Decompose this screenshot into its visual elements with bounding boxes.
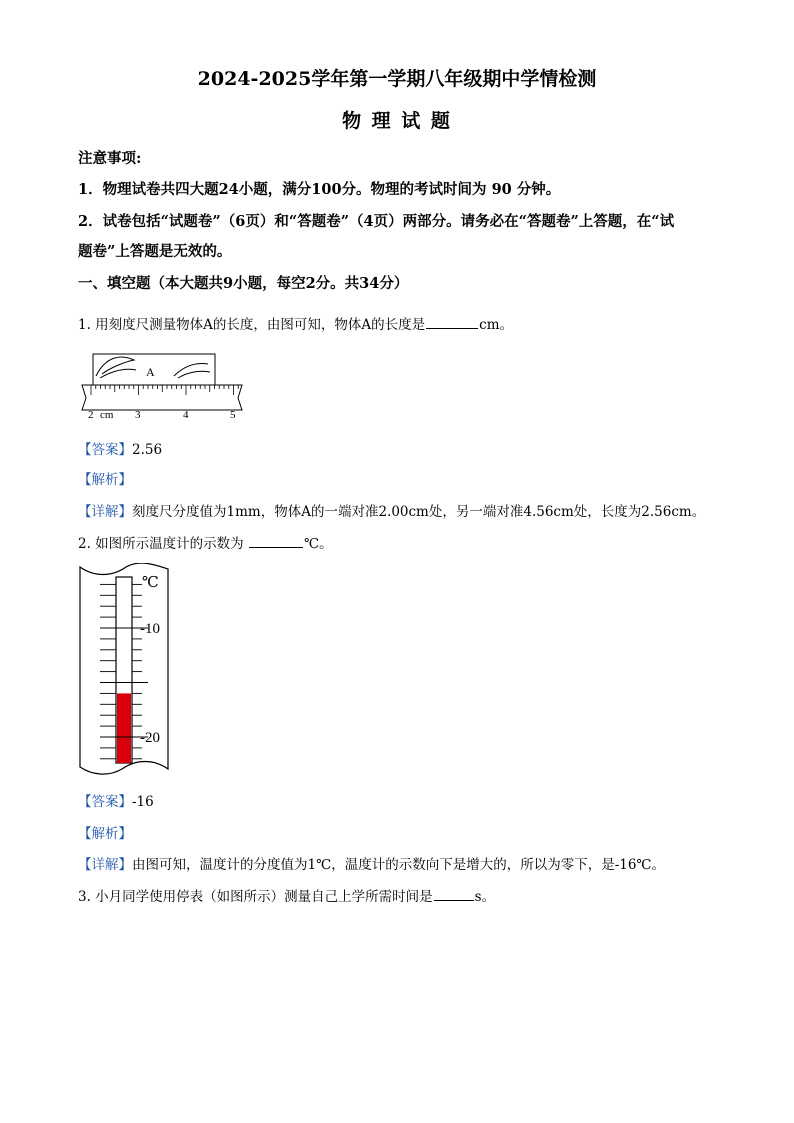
ruler-unit-label: cm — [100, 409, 114, 421]
answer-line-1 — [78, 438, 162, 458]
ruler-figure — [76, 348, 246, 424]
question-2-text-b: ℃。 — [303, 536, 333, 552]
answer-tag: 【答案】 — [78, 794, 132, 810]
note-2-line-1: 2．试卷包括“试题卷”（6页）和“答题卷”（4页）两部分。请务必在“答题卷”上答题，在“试 — [78, 213, 675, 230]
celsius-unit-label: ℃ — [142, 575, 159, 591]
detail-line-2 — [78, 853, 665, 873]
mercury-column — [117, 693, 131, 763]
question-3-text-b: s。 — [474, 889, 496, 905]
detail-tag: 【详解】 — [78, 504, 132, 520]
detail-text: 由图可知，温度计的分度值为1℃，温度计的示数向下是增大的，所以为零下，是-16℃。 — [132, 857, 666, 873]
note-2-line-2: 题卷”上答题是无效的。 — [78, 243, 232, 260]
question-3-text — [78, 885, 495, 905]
ruler-tick-label: 4 — [183, 409, 189, 421]
section-heading: 一、填空题（本大题共9小题，每空2分。共34分） — [78, 275, 409, 292]
thermometer-figure — [76, 563, 176, 775]
detail-tag: 【详解】 — [78, 857, 132, 873]
notes-heading: 注意事项: — [78, 150, 142, 167]
question-3-text-a: 3. 小月同学使用停表（如图所示）测量自己上学所需时间是 — [78, 889, 433, 905]
detail-text: 刻度尺分度值为1mm，物体A的一端对准2.00cm处，另一端对准4.56cm处，长度为2.56cm。 — [132, 504, 706, 520]
page-title: 2024-2025学年第一学期八年级期中学情检测 — [197, 68, 597, 90]
answer-value: -16 — [132, 794, 154, 810]
ruler-tick-label: 5 — [230, 409, 236, 421]
analysis-tag: 【解析】 — [78, 472, 132, 488]
answer-value: 2.56 — [132, 442, 163, 458]
analysis-tag: 【解析】 — [78, 826, 132, 842]
question-1-text — [78, 313, 513, 333]
object-a-label: A — [146, 365, 155, 379]
question-1-text-a: 1. 用刻度尺测量物体A的长度，由图可知，物体A的长度是 — [78, 317, 426, 333]
answer-tag: 【答案】 — [78, 442, 132, 458]
question-1-text-b: cm。 — [479, 317, 514, 333]
note-1: 1．物理试卷共四大题24小题，满分100分。物理的考试时间为 90 分钟。 — [78, 181, 561, 198]
question-2-text — [78, 532, 333, 552]
scale-label-minus-20: -20 — [140, 730, 160, 746]
question-2-text-a: 2. 如图所示温度计的示数为 — [78, 536, 248, 552]
answer-blank — [426, 316, 478, 329]
scale-label-minus-10: -10 — [140, 621, 160, 637]
page-subtitle: 物 理 试 题 — [342, 110, 452, 132]
ruler-tick-label: 2 — [88, 409, 94, 421]
ruler-tick-label: 3 — [135, 409, 141, 421]
detail-line-1 — [78, 500, 705, 520]
answer-blank — [434, 888, 474, 901]
answer-line-2 — [78, 790, 154, 810]
answer-blank — [249, 535, 303, 548]
